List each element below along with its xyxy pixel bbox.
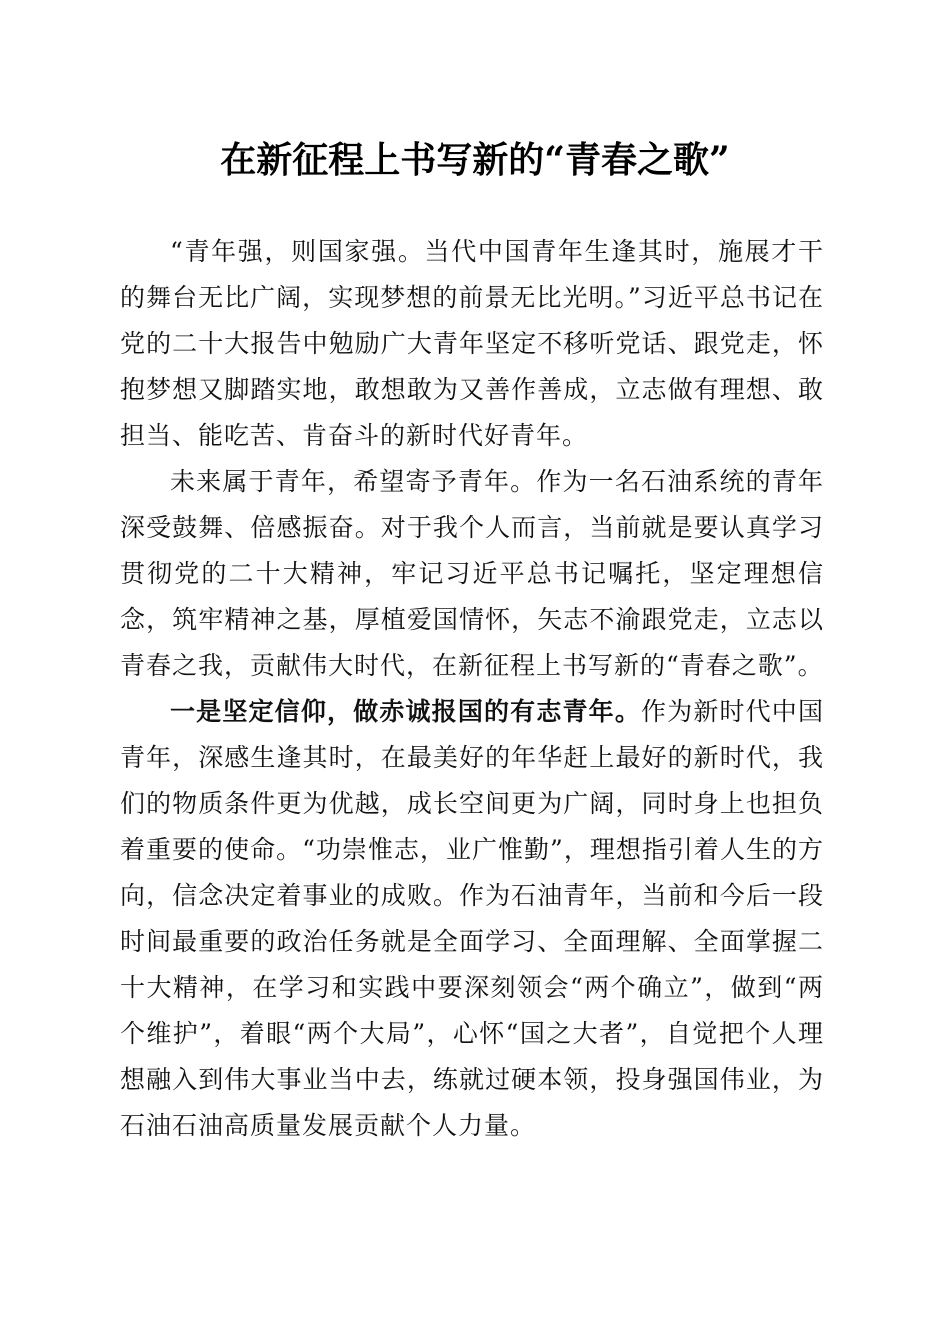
paragraph-2 (120, 459, 824, 689)
paragraph-3-text: 作为新时代中国青年，深感生逢其时，在最美好的年华赶上最好的新时代，我们的物质条件更为优越，成长空间更为广阔，同时身上也担负着重要的使命。“功崇惟志，业广惟勤”，理想指引着人生的方向，信念决定着事业的成败。作为石油青年，当前和今后一段时间最重要的政治任务就是全面学习、全面理解、全面掌握二十大精神，在学习和实践中要深刻领会“两个确立”，做到“两个维护”，着眼“两个大局”，心怀“国之大者”，自觉把个人理想融入到伟大事业当中去，练就过硬本领，投身强国伟业，为石油石油高质量发展贡献个人力量。 (120, 697, 824, 1140)
document-body (120, 229, 824, 1149)
document-title: 在新征程上书写新的“青春之歌” (220, 139, 730, 181)
paragraph-3 (120, 689, 824, 1149)
paragraph-2-text: 未来属于青年，希望寄予青年。作为一名石油系统的青年深受鼓舞、倍感振奋。对于我个人而言，当前就是要认真学习贯彻党的二十大精神，牢记习近平总书记嘱托，坚定理想信念，筑牢精神之基，厚植爱国情怀，矢志不渝跟党走，立志以青春之我，贡献伟大时代，在新征程上书写新的“青春之歌”。 (120, 467, 824, 680)
paragraph-1 (120, 229, 824, 459)
paragraph-3-lead: 一是坚定信仰，做赤诚报国的有志青年。 (170, 697, 641, 726)
paragraph-1-text: “青年强，则国家强。当代中国青年生逢其时，施展才干的舞台无比广阔，实现梦想的前景无比光明。”习近平总书记在党的二十大报告中勉励广大青年坚定不移听党话、跟党走，怀抱梦想又脚踏实地，敢想敢为又善作善成，立志做有理想、敢担当、能吃苦、肯奋斗的新时代好青年。 (120, 237, 824, 450)
